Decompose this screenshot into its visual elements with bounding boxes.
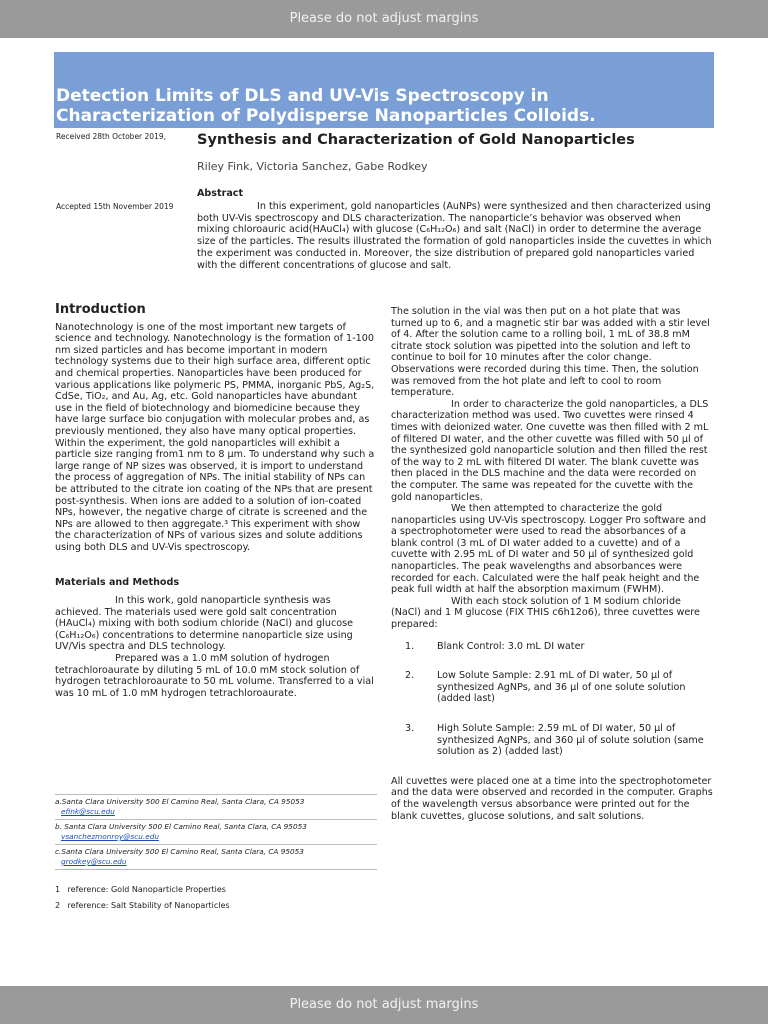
cuvette-list [391, 641, 713, 758]
left-column [55, 304, 377, 699]
list-item: 2. Low Solute Sample: 2.91 mL of DI water, 50 μl of synthesized AgNPs, and 36 μl of one solute solution (added last) [405, 670, 686, 705]
abstract [197, 188, 712, 272]
affiliation-entry: b. Santa Clara University 500 El Camino Real, Santa Clara, CA 95053 vsanchezmonroy@scu.edu [55, 819, 377, 844]
margin-notice-top: Please do not adjust margins [0, 0, 768, 38]
received-date: Received 28th October 2019, [56, 132, 166, 141]
methods-paragraph: In this work, gold nanoparticle synthesis was achieved. The materials used were gold salt concentration (HAuCl₄) mixing with both sodium chloride (NaCl) and glucose (C₆H₁₂O₆) concentrations to determine nanoparticle size using UV/Vis spectra and DLS technology. [55, 595, 354, 653]
list-item: 3. High Solute Sample: 2.59 mL of DI water, 50 μl of synthesized AgNPs, and 360 μl of solute solution (same solution as 2) (added last) [405, 723, 704, 758]
reference-item: 2 reference: Salt Stability of Nanoparticles [55, 901, 230, 910]
affiliations [55, 794, 377, 870]
abstract-text: In this experiment, gold nanoparticles (AuNPs) were synthesized and then characterized using both UV-Vis spectroscopy and DLS characterization. The nanoparticle’s behavior was observed when mixing chloroauric acid(HAuCl₄) with glucose (C₆H₁₂O₆) and salt (NaCl) in order to determine the average size of the particles. The results illustrated the formation of gold nanoparticles inside the cuvettes in which the experiment was conducted in. Moreover, the size distribution of prepared gold nanoparticles varied with the different concentrations of glucose and salt. [197, 200, 712, 271]
introduction-heading: Introduction [55, 302, 146, 317]
journal-banner [54, 52, 714, 128]
abstract-heading: Abstract [197, 188, 244, 199]
author-list: Riley Fink, Victoria Sanchez, Gabe Rodkey [197, 160, 428, 173]
email-link[interactable]: efink@scu.edu [61, 807, 115, 816]
banner-title: Detection Limits of DLS and UV-Vis Spectroscopy in Characterization of Polydisperse Nanoparticles Colloids. [56, 86, 596, 126]
methods-paragraph: Prepared was a 1.0 mM solution of hydrogen tetrachloroaurate by diluting 5 mL of 10.0 mM stock solution of hydrogen tetrachloroaurate to 50 mL volume. Transferred to a vial was 10 mL of 1.0 mM hydrogen tetrachloroaurate. [55, 653, 374, 699]
margin-notice-bottom: Please do not adjust margins [0, 986, 768, 1024]
procedure-paragraph: We then attempted to characterize the gold nanoparticles using UV-Vis spectroscopy. Logger Pro software and a spectrophotometer were used to read the absorbances of a blank control (3 mL of DI water added to a cuvette) and of a cuvette with 2.95 mL of DI water and 50 μl of synthesized gold nanoparticles. The peak wavelengths and absorbances were recorded for each. Calculated were the half peak height and the peak full width at half the absorption maximum (FWHM). [391, 503, 707, 596]
reference-item: 1 reference: Gold Nanoparticle Properties [55, 885, 226, 894]
introduction-text: Nanotechnology is one of the most important new targets of science and technology. Nanotechnology is the formation of 1-100 nm sized particles and has become important in modern technology systems due to their high surface area, different optic and chemical properties. Nanoparticles have been produced for various applications like polymeric PS, PMMA, inorganic PbS, Ag₂S, CdSe, TiO₂, and Au, Ag, etc. Gold nanoparticles have abundant use in the field of biotechnology and biomedicine because they have large surface bio conjugation with molecular probes and, as previously mentioned, they also have many optical properties. Within the experiment, the gold nanoparticles will exhibit a particle size ranging from1 nm to 8 μm. To understand why such a large range of NP sizes was observed, it is import to understand the process of aggregation of NPs. The initial stability of NPs can be attributed to the citrate ion coating of the NPs that are present post-synthesis. When ions are added to a solution of ion-coated NPs, however, the negative charge of citrate is screened and the NPs are allowed to then aggregate.³ This experiment with show the characterization of NPs of various sizes and solute additions using both DLS and UV-Vis spectroscopy. [55, 321, 375, 553]
affiliation-entry: c.Santa Clara University 500 El Camino Real, Santa Clara, CA 95053 grodkey@scu.edu [55, 844, 377, 870]
email-link[interactable]: vsanchezmonroy@scu.edu [61, 832, 159, 841]
accepted-date: Accepted 15th November 2019 [56, 202, 174, 211]
procedure-paragraph: The solution in the vial was then put on a hot plate that was turned up to 6, and a magnetic stir bar was added with a stir level of 4. After the solution came to a rolling boil, 1 mL of 38.8 mM citrate stock solution was pipetted into the solution and left to continue to boil for 10 minutes after the color change. Observations were recorded during this time. Then, the solution was removed from the hot plate and left to cool to room temperature. [391, 306, 710, 399]
procedure-paragraph: All cuvettes were placed one at a time into the spectrophotometer and the data were observed and recorded in the computer. Graphs of the wavelength versus absorbance were printed out for the blank cuvettes, glucose solutions, and salt solutions. [391, 775, 713, 822]
reference-list [55, 882, 377, 914]
affiliation-entry: a.Santa Clara University 500 El Camino Real, Santa Clara, CA 95053 efink@scu.edu [55, 794, 377, 819]
right-column [391, 306, 713, 822]
email-link[interactable]: grodkey@scu.edu [61, 857, 127, 866]
paper-title: Synthesis and Characterization of Gold Nanoparticles [197, 132, 635, 148]
procedure-paragraph: With each stock solution of 1 M sodium chloride (NaCl) and 1 M glucose (FIX THIS c6h12o6), three cuvettes were prepared: [391, 595, 700, 631]
procedure-paragraph: In order to characterize the gold nanoparticles, a DLS characterization method was used. Two cuvettes were rinsed 4 times with deionized water. One cuvette was then filled with 2 mL of filtered DI water, and the other cuvette was filled with 50 μl of the synthesized gold nanoparticle solution and then filled the rest of the way to 2 mL with filtered DI water. The blank cuvette was then placed in the DLS machine and the data were recorded on the computer. The same was repeated for the cuvette with the gold nanoparticles. [391, 398, 709, 503]
methods-heading: Materials and Methods [55, 577, 180, 589]
list-item: 1. Blank Control: 3.0 mL DI water [405, 640, 585, 652]
